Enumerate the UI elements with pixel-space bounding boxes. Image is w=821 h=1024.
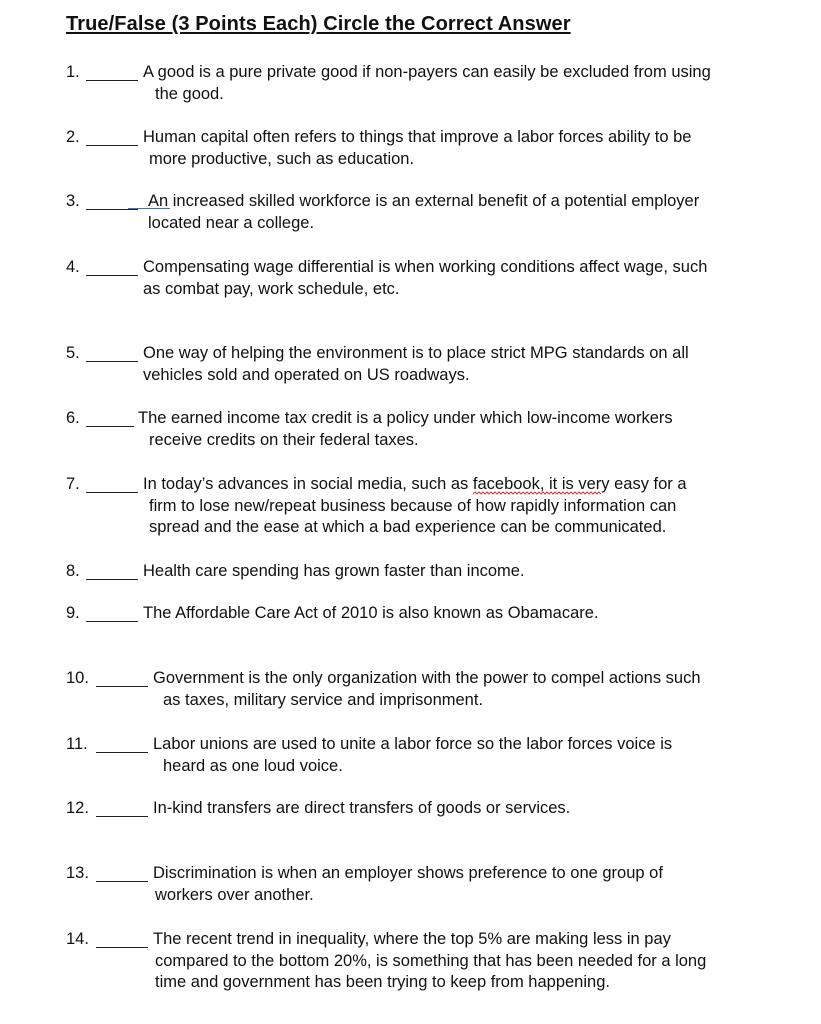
question-5 — [0, 343, 821, 413]
question-6 — [0, 408, 821, 478]
spellcheck-underline — [473, 491, 601, 495]
question-line: Government is the only organization with the power to compel actions such — [153, 669, 701, 687]
page-title: True/False (3 Points Each) Circle the Correct Answer — [66, 13, 571, 35]
question-line: Discrimination is when an employer shows preference to one group of — [153, 864, 663, 882]
question-9 — [0, 603, 821, 673]
question-number: 5. — [66, 344, 80, 362]
question-13 — [0, 863, 821, 933]
answer-blank[interactable] — [86, 209, 138, 210]
question-number: 12. — [66, 799, 89, 817]
question-line: heard as one loud voice. — [163, 756, 343, 775]
question-number: 9. — [66, 604, 80, 622]
question-number: 4. — [66, 258, 80, 276]
answer-blank[interactable] — [86, 80, 138, 81]
question-number: 8. — [66, 562, 80, 580]
answer-blank[interactable] — [86, 361, 138, 362]
answer-blank[interactable] — [86, 426, 134, 427]
question-text — [153, 798, 813, 820]
question-number: 11. — [66, 735, 88, 753]
question-number: 2. — [66, 128, 80, 146]
question-line: Health care spending has grown faster than income. — [143, 562, 525, 580]
question-14 — [0, 929, 821, 999]
question-4 — [0, 257, 821, 327]
question-line: time and government has been trying to keep from happening. — [155, 973, 610, 991]
question-line: vehicles sold and operated on US roadways. — [143, 365, 470, 384]
question-line: compared to the bottom 20%, is something that has been needed for a long — [155, 951, 707, 970]
answer-blank[interactable] — [96, 816, 148, 817]
question-line: One way of helping the environment is to place strict MPG standards on all — [143, 344, 689, 362]
question-text — [143, 343, 803, 386]
question-text — [143, 257, 803, 300]
question-line: Compensating wage differential is when working conditions affect wage, such — [143, 258, 708, 276]
question-text — [153, 668, 813, 711]
question-text — [143, 127, 803, 170]
question-line: receive credits on their federal taxes. — [149, 430, 419, 449]
question-text — [143, 561, 803, 583]
answer-blank[interactable] — [86, 579, 138, 580]
question-number: 14. — [66, 930, 89, 948]
question-line: as combat pay, work schedule, etc. — [143, 279, 400, 298]
edit-underline — [128, 208, 170, 209]
answer-blank[interactable] — [86, 621, 138, 622]
question-line: Human capital often refers to things that improve a labor forces ability to be — [143, 128, 692, 146]
answer-blank[interactable] — [96, 752, 148, 753]
question-line: A good is a pure private good if non-payers can easily be excluded from using — [143, 63, 711, 81]
question-text — [153, 863, 813, 906]
question-text — [143, 474, 803, 539]
question-3 — [0, 191, 821, 261]
question-line: Labor unions are used to unite a labor force so the labor forces voice is — [153, 735, 673, 753]
question-number: 13. — [66, 864, 89, 882]
question-line: workers over another. — [155, 885, 314, 904]
question-text — [143, 603, 803, 625]
answer-blank[interactable] — [86, 275, 138, 276]
question-text — [153, 734, 813, 777]
question-text — [148, 191, 808, 234]
question-10 — [0, 668, 821, 738]
answer-blank[interactable] — [96, 686, 148, 687]
answer-blank[interactable] — [86, 145, 138, 146]
question-text — [138, 408, 798, 451]
question-number: 10. — [66, 669, 89, 687]
question-number: 7. — [66, 475, 80, 493]
question-11 — [0, 734, 821, 804]
question-text — [153, 929, 813, 994]
question-2 — [0, 127, 821, 197]
question-1 — [0, 62, 821, 132]
question-text — [143, 62, 803, 105]
answer-blank[interactable] — [96, 881, 148, 882]
question-12 — [0, 798, 821, 868]
question-line: An increased skilled workforce is an external benefit of a potential employer — [148, 192, 700, 210]
question-line: In today’s advances in social media, such as facebook, it is very easy for a — [143, 475, 687, 493]
question-number: 1. — [66, 63, 80, 81]
question-line: In-kind transfers are direct transfers of goods or services. — [153, 799, 571, 817]
question-7 — [0, 474, 821, 544]
answer-blank[interactable] — [96, 947, 148, 948]
question-line: The Affordable Care Act of 2010 is also known as Obamacare. — [143, 604, 599, 622]
question-line: as taxes, military service and imprisonment. — [163, 690, 484, 709]
answer-blank[interactable] — [86, 492, 138, 493]
question-number: 3. — [66, 192, 80, 210]
question-line: firm to lose new/repeat business because of how rapidly information can — [149, 496, 677, 515]
question-line: The recent trend in inequality, where the top 5% are making less in pay — [153, 930, 671, 948]
question-line: spread and the ease at which a bad experience can be communicated. — [149, 518, 667, 536]
question-line: The earned income tax credit is a policy under which low-income workers — [138, 409, 673, 427]
question-line: more productive, such as education. — [149, 149, 415, 168]
question-number: 6. — [66, 409, 80, 427]
question-line: located near a college. — [148, 213, 315, 232]
question-line: the good. — [155, 84, 224, 103]
